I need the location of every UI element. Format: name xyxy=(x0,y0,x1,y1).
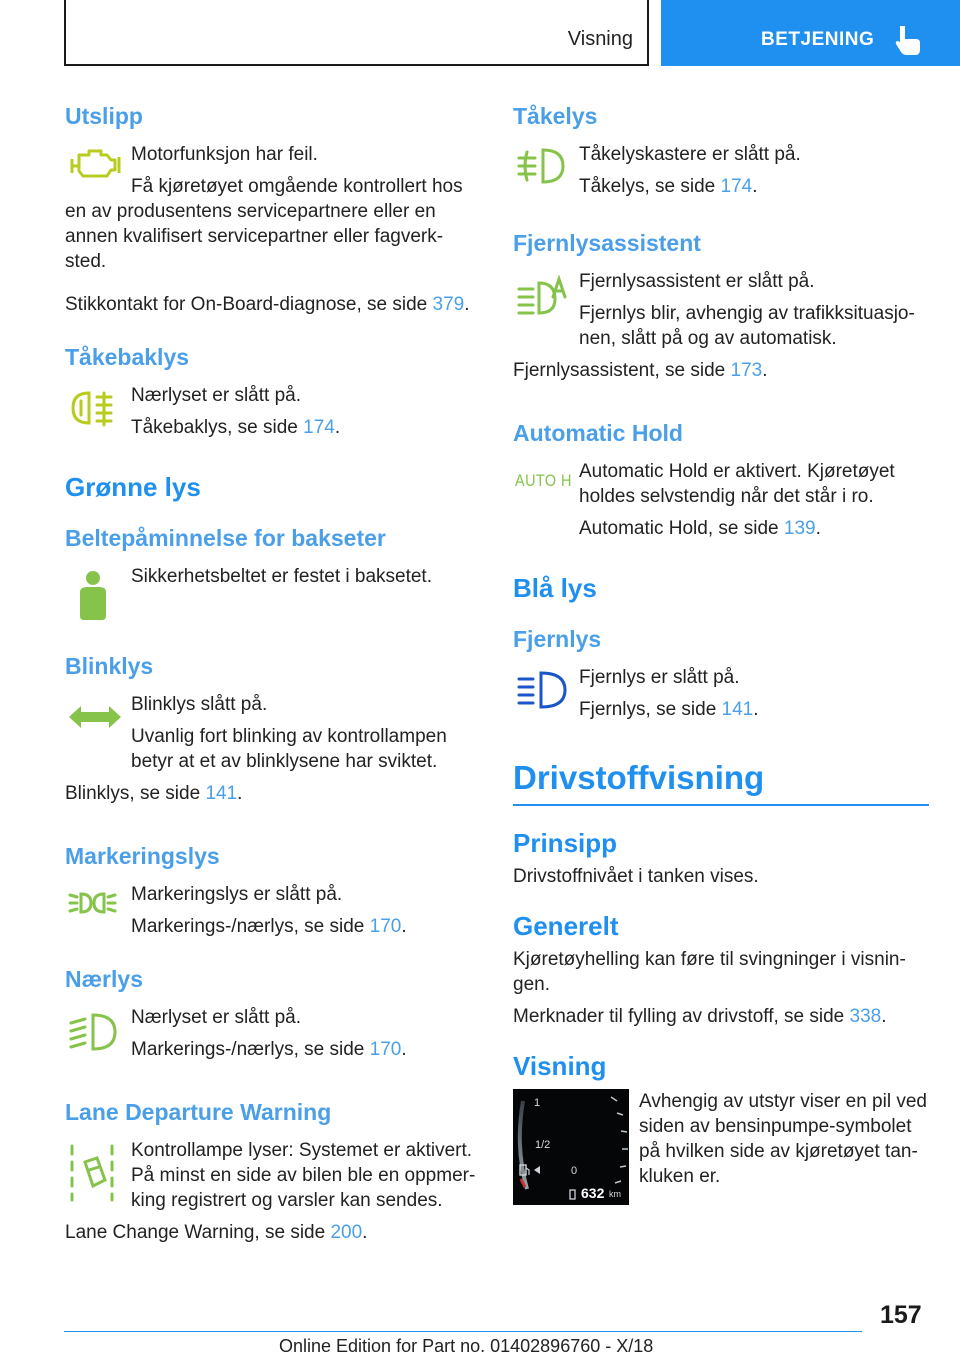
turn-signal-arrows-icon xyxy=(67,702,123,732)
gauge-label-half: 1/2 xyxy=(535,1139,551,1151)
section-ldw xyxy=(65,1096,477,1245)
heading-automatic-hold: Automatic Hold xyxy=(513,420,683,446)
takelys-line1: Tåkelyskastere er slått på. xyxy=(579,144,801,165)
beltepaminnelse-line1: Sikkerhetsbeltet er festet i baksetet. xyxy=(131,566,432,587)
rear-fog-light-icon xyxy=(67,389,119,427)
right-column xyxy=(513,100,929,1205)
ldw-note: Lane Change Warning, se side 200. xyxy=(65,1222,368,1243)
heading-beltepaminnelse: Beltepåminnelse for bakseter xyxy=(65,525,386,551)
header-section-title: Visning xyxy=(567,28,633,50)
naerlys-line2: Markerings-/nærlys, se side 170. xyxy=(131,1039,407,1060)
page-link-379[interactable]: 379 xyxy=(432,294,465,315)
page-link-141[interactable]: 141 xyxy=(721,699,754,720)
range-unit: km xyxy=(609,1189,621,1199)
automatic-hold-line1: Automatic Hold er aktivert. Kjøretøyet holdes selvstendig når det står i ro. xyxy=(579,461,895,507)
heading-prinsipp: Prinsipp xyxy=(513,828,618,858)
heading-fjernlys: Fjernlys xyxy=(513,626,602,652)
section-markeringslys xyxy=(65,840,477,939)
generelt-line2: Merknader til fylling av drivstoff, se side 338. xyxy=(513,1006,887,1027)
section-beltepaminnelse xyxy=(65,522,477,626)
page-link-139[interactable]: 139 xyxy=(783,518,816,539)
fuel-pump-icon xyxy=(519,1163,531,1177)
naerlys-line1: Nærlyset er slått på. xyxy=(131,1007,301,1028)
visning-line1: Avhengig av utstyr viser en pil ved siden av bensinpumpe-symbolet på hvilken side av kjøretøyet tan-kluken er. xyxy=(639,1091,927,1187)
ldw-line1: Kontrollampe lyser: Systemet er aktivert. På minst en side av bilen ble en oppmer-king registrert og varsler kan sendes. xyxy=(131,1140,476,1211)
blinklys-line1: Blinklys slått på. xyxy=(131,694,268,715)
section-takelys xyxy=(513,100,929,199)
section-blinklys xyxy=(65,650,477,806)
section-fjernlys xyxy=(513,623,929,722)
parking-lights-icon xyxy=(67,886,119,920)
auto-hold-icon: AUTO H xyxy=(515,471,572,490)
heading-ldw: Lane Departure Warning xyxy=(65,1099,332,1125)
section-visning xyxy=(513,1049,929,1205)
section-takebaklys xyxy=(65,341,477,440)
heading-fjernlysassistent: Fjernlysassistent xyxy=(513,230,701,256)
fjernlys-line1: Fjernlys er slått på. xyxy=(579,667,740,688)
heading-takebaklys: Tåkebaklys xyxy=(65,344,190,370)
heading-drivstoffvisning: Drivstoffvisning xyxy=(513,756,929,806)
low-beam-icon xyxy=(67,1011,119,1053)
left-column xyxy=(65,100,477,1245)
prinsipp-line1: Drivstoffnivået i tanken vises. xyxy=(513,866,759,887)
page-link-338[interactable]: 338 xyxy=(849,1006,882,1027)
footer-edition: Online Edition for Part no. 01402896760 - X/18 xyxy=(279,1336,654,1356)
heading-markeringslys: Markeringslys xyxy=(65,843,220,869)
utslipp-line2: Få kjøretøyet omgående kontrollert hos en av produsentens servicepartnere eller en annen kvalifisert servicepartner eller fagverk-sted. xyxy=(65,176,463,272)
front-fog-light-icon xyxy=(515,146,567,186)
pointing-hand-icon xyxy=(894,24,922,56)
page-link-174[interactable]: 174 xyxy=(720,176,753,197)
gauge-label-one: 1 xyxy=(534,1097,541,1109)
range-value: 632 xyxy=(581,1185,605,1201)
page-number: 157 xyxy=(880,1301,922,1329)
page-link-174[interactable]: 174 xyxy=(303,417,335,438)
header-chapter-title: BETJENING xyxy=(761,29,875,50)
section-prinsipp xyxy=(513,826,929,889)
fjernlysassistent-line1: Fjernlysassistent er slått på. xyxy=(579,271,815,292)
takebaklys-line1: Nærlyset er slått på. xyxy=(131,385,301,406)
section-automatic-hold xyxy=(513,417,929,541)
header-chapter-tab xyxy=(661,0,960,66)
heading-utslipp: Utslipp xyxy=(65,103,143,129)
fuel-gauge-image xyxy=(513,1089,629,1205)
heading-takelys: Tåkelys xyxy=(513,103,598,129)
page-link-200[interactable]: 200 xyxy=(330,1222,363,1243)
page-link-141[interactable]: 141 xyxy=(205,783,238,804)
heading-blinklys: Blinklys xyxy=(65,653,154,679)
utslipp-note: Stikkontakt for On-Board-diagnose, se side 379. xyxy=(65,294,470,315)
blinklys-line2: Uvanlig fort blinking av kontrollampen betyr at et av blinklysene har sviktet. xyxy=(131,726,447,772)
section-generelt xyxy=(513,909,929,1029)
page-link-170[interactable]: 170 xyxy=(369,1039,402,1060)
fjernlysassistent-line2: Fjernlys blir, avhengig av trafikksituasjo-nen, slått på og av automatisk. xyxy=(579,303,915,349)
engine-check-icon xyxy=(67,146,123,180)
fuel-gauge-arc xyxy=(513,1089,629,1205)
automatic-hold-line2: Automatic Hold, se side 139. xyxy=(579,518,821,539)
fjernlys-line2: Fjernlys, se side 141. xyxy=(579,699,759,720)
gauge-label-zero: 0 xyxy=(571,1165,578,1177)
heading-visning: Visning xyxy=(513,1051,607,1081)
utslipp-line1: Motorfunksjon har feil. xyxy=(131,144,318,165)
fjernlysassistent-note: Fjernlysassistent, se side 173. xyxy=(513,360,768,381)
high-beam-icon xyxy=(515,669,569,711)
generelt-line1: Kjøretøyhelling kan føre til svingninger i visnin-gen. xyxy=(513,949,906,995)
section-fjernlysassistent xyxy=(513,227,929,383)
takelys-line2: Tåkelys, se side 174. xyxy=(579,176,758,197)
markeringslys-line1: Markeringslys er slått på. xyxy=(131,884,343,905)
fuel-pump-small-icon xyxy=(569,1189,579,1201)
blinklys-note: Blinklys, se side 141. xyxy=(65,783,243,804)
header-section-box xyxy=(64,0,649,66)
seatbelt-person-icon xyxy=(75,570,111,622)
section-utslipp xyxy=(65,100,477,317)
lane-departure-icon xyxy=(67,1140,117,1202)
page-link-170[interactable]: 170 xyxy=(369,916,402,937)
markeringslys-line2: Markerings-/nærlys, se side 170. xyxy=(131,916,407,937)
footer-rule xyxy=(64,1331,862,1332)
heading-generelt: Generelt xyxy=(513,911,619,941)
high-beam-assistant-icon xyxy=(515,275,569,317)
page-link-173[interactable]: 173 xyxy=(730,360,763,381)
heading-naerlys: Nærlys xyxy=(65,966,143,992)
fuel-side-arrow-icon xyxy=(533,1165,541,1175)
heading-gronne-lys: Grønne lys xyxy=(65,472,201,502)
takebaklys-line2: Tåkebaklys, se side 174. xyxy=(131,417,341,438)
heading-bla-lys: Blå lys xyxy=(513,573,597,603)
section-naerlys xyxy=(65,963,477,1062)
